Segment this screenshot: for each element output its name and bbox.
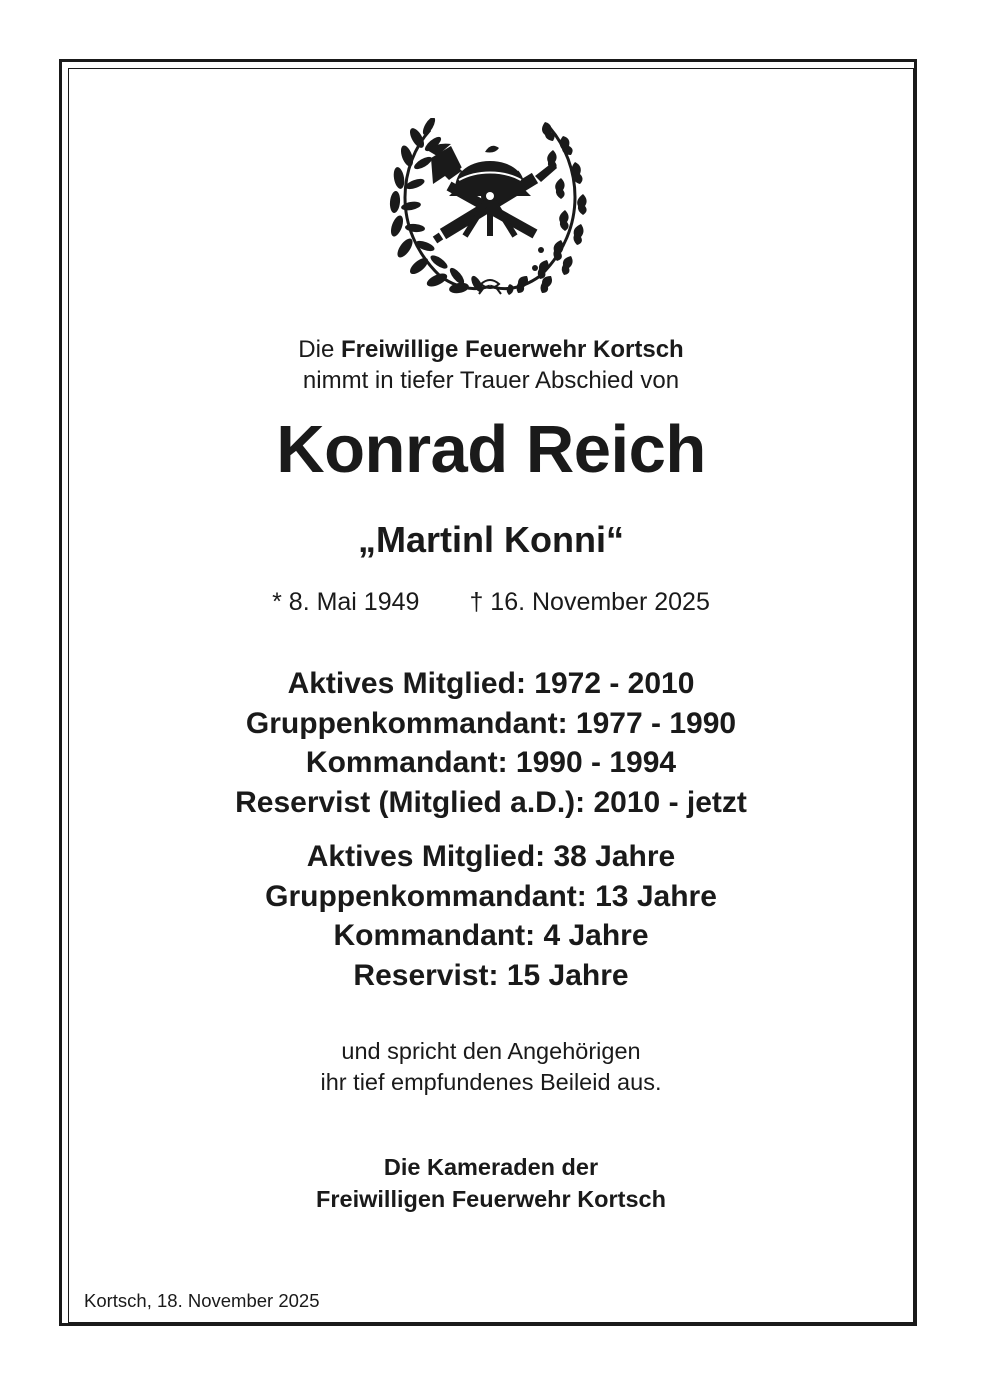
- signature-line: Die Kameraden der: [383, 1154, 599, 1180]
- birth-date: * 8. Mai 1949: [272, 588, 420, 616]
- deceased-name: Konrad Reich: [276, 412, 706, 487]
- place-and-date: Kortsch, 18. November 2025: [84, 1290, 320, 1311]
- intro-prefix: Die: [298, 336, 341, 363]
- service-period-line: Reservist (Mitglied a.D.): 2010 - jetzt: [235, 785, 747, 819]
- condolence-line: ihr tief empfundenes Beileid aus.: [320, 1069, 662, 1095]
- service-duration-line: Kommandant: 4 Jahre: [333, 919, 649, 952]
- service-period-line: Kommandant: 1990 - 1994: [305, 746, 677, 779]
- fire-brigade-emblem-icon: [385, 118, 595, 296]
- intro-line-2: nimmt in tiefer Trauer Abschied von: [302, 367, 680, 394]
- condolence-text: [0, 1036, 982, 1098]
- service-duration-line: Aktives Mitglied: 38 Jahre: [306, 840, 676, 873]
- service-duration-line: Reservist: 15 Jahre: [353, 958, 629, 992]
- signature-line: Freiwilligen Feuerwehr Kortsch: [316, 1186, 666, 1212]
- intro-line-1: [0, 334, 982, 365]
- service-period-line: Aktives Mitglied: 1972 - 2010: [287, 667, 695, 700]
- condolence-line: und spricht den Angehörigen: [341, 1038, 641, 1064]
- deceased-nickname: „Martinl Konni“: [358, 519, 624, 560]
- intro-text: [0, 334, 982, 396]
- life-dates: [0, 586, 982, 618]
- service-durations: [0, 837, 982, 995]
- organization-name: Freiwillige Feuerwehr Kortsch: [340, 336, 684, 363]
- service-period-line: Gruppenkommandant: 1977 - 1990: [245, 706, 737, 740]
- service-periods: [0, 664, 982, 822]
- death-date: † 16. November 2025: [469, 588, 710, 616]
- signature: [0, 1151, 982, 1215]
- service-duration-line: Gruppenkommandant: 13 Jahre: [265, 879, 717, 913]
